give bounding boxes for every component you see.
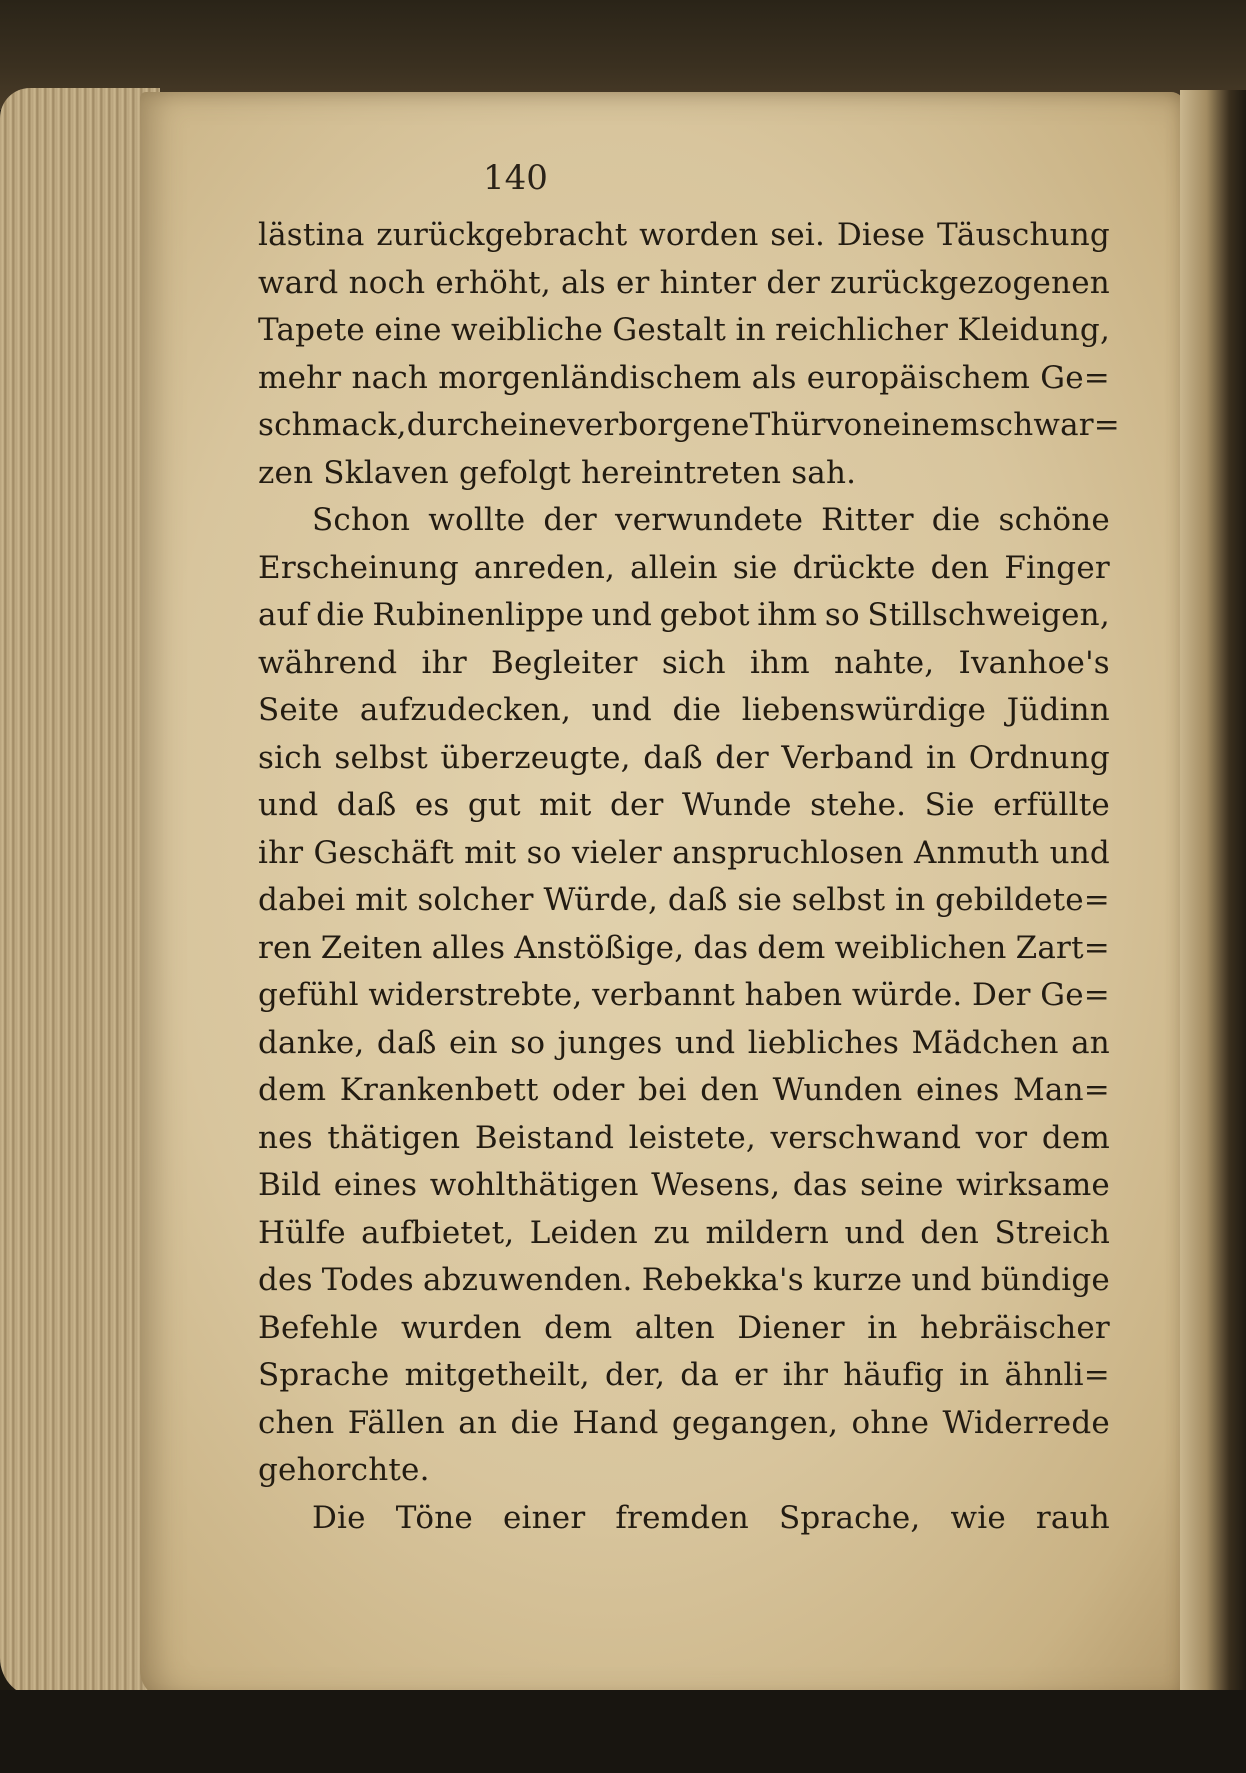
word: haben	[744, 977, 843, 1013]
word: ihr	[782, 1357, 829, 1393]
word: rauh	[1035, 1499, 1110, 1536]
word: nahte,	[834, 644, 935, 681]
word: daß	[336, 787, 397, 823]
word: gegangen,	[671, 1404, 839, 1441]
word: Begleiter	[491, 644, 638, 681]
word: europäischem	[806, 359, 1031, 396]
word: Seite	[258, 692, 340, 728]
word: Tapete	[258, 312, 365, 348]
word: mehr	[258, 359, 342, 396]
word: ihm	[749, 644, 810, 681]
word: der	[609, 787, 664, 823]
word: mit	[355, 882, 408, 918]
text-line	[258, 640, 1110, 688]
word: verwundete	[614, 502, 804, 538]
word: an	[1071, 1024, 1110, 1061]
word: Kleidung,	[957, 312, 1110, 348]
word: nach	[351, 359, 429, 396]
word: alles	[431, 929, 506, 966]
word: an	[458, 1404, 498, 1441]
word: mit	[464, 834, 517, 871]
word: eine	[499, 407, 568, 443]
word: eines	[915, 1072, 1000, 1108]
word: leistete,	[628, 1119, 756, 1156]
word: abzuwenden.	[422, 1262, 633, 1298]
word: reichlicher	[775, 312, 949, 348]
word: in	[959, 1357, 990, 1393]
word: Hand	[572, 1404, 659, 1441]
word: überzeugte,	[440, 739, 631, 776]
text-line	[258, 877, 1110, 925]
word: drückte	[792, 549, 916, 586]
word: ohne	[851, 1404, 930, 1441]
word: mildern	[705, 1214, 830, 1251]
text-line	[258, 687, 1110, 735]
word: Der	[972, 977, 1031, 1013]
word: Stillschweigen,	[867, 597, 1110, 633]
word: danke,	[258, 1024, 365, 1061]
text-line	[258, 545, 1110, 593]
word: Anmuth	[914, 834, 1040, 871]
word: Diese	[836, 217, 926, 253]
word: selbst	[791, 882, 886, 918]
word: in	[926, 739, 957, 776]
word: sei.	[770, 217, 826, 253]
word: Diener	[737, 1309, 845, 1346]
word: schöne	[998, 502, 1110, 538]
text-line	[258, 1495, 1110, 1543]
word: so	[510, 1024, 546, 1061]
word: Ge=	[1040, 977, 1110, 1013]
word: vor	[975, 1119, 1028, 1156]
word: Rebekka's	[641, 1262, 804, 1298]
word: Ivanhoe's	[958, 644, 1110, 681]
word: Befehle	[258, 1309, 379, 1346]
word: schmack,	[258, 407, 407, 443]
word: dem	[544, 1309, 613, 1346]
word: chen	[258, 1404, 335, 1441]
word: mit	[539, 787, 592, 823]
word: zurückgezogenen	[830, 264, 1110, 301]
word: und	[844, 1214, 905, 1251]
word: hebräischer	[919, 1309, 1110, 1346]
word: während	[258, 644, 398, 681]
word: Gestalt	[612, 312, 727, 348]
word: den	[920, 1214, 980, 1251]
text-line	[258, 402, 1120, 450]
word: Mädchen	[911, 1024, 1059, 1061]
word: wohlthätigen	[429, 1167, 639, 1203]
word: lästina	[258, 217, 365, 253]
word: Ritter	[821, 502, 914, 538]
word: dem	[1041, 1119, 1110, 1156]
text-line	[258, 307, 1110, 355]
word: ihr	[258, 834, 304, 871]
word: Ge=	[1040, 359, 1110, 396]
word: daß	[376, 1024, 437, 1061]
word: in	[735, 312, 766, 348]
word: widerstrebte,	[368, 977, 583, 1013]
word: erfüllte	[993, 787, 1110, 823]
word: Fällen	[347, 1404, 445, 1441]
word: Thür	[749, 407, 826, 443]
word: ren	[258, 929, 312, 966]
word: Rubinenlippe	[372, 597, 585, 633]
word: er	[734, 1357, 768, 1393]
word: auf	[258, 597, 309, 633]
text-line	[258, 260, 1110, 308]
word: allein	[630, 549, 718, 586]
text-line	[258, 1020, 1110, 1068]
word: schwar=	[979, 407, 1120, 443]
word: Zeiten	[320, 929, 423, 966]
text-line	[258, 1257, 1110, 1305]
word: so	[824, 597, 860, 633]
word: das	[693, 929, 749, 966]
word: ihm	[757, 597, 818, 633]
word: verbannt	[592, 977, 736, 1013]
word: eine	[374, 312, 442, 348]
word: solcher	[417, 882, 534, 918]
word: Geschäft	[313, 834, 454, 871]
word: wie	[950, 1499, 1006, 1536]
text-line	[258, 1400, 1110, 1448]
word: liebliches	[747, 1024, 900, 1061]
text-line	[258, 1210, 1110, 1258]
word: wirksame	[956, 1167, 1110, 1203]
word: dabei	[258, 882, 346, 918]
word: liebenswürdige	[741, 692, 987, 728]
word: mitgetheilt,	[404, 1357, 590, 1393]
text-line	[258, 782, 1110, 830]
word: worden	[639, 217, 759, 253]
word: gut	[467, 787, 521, 823]
text-line	[258, 355, 1110, 403]
word: dem	[757, 929, 826, 966]
word: Hülfe	[258, 1214, 346, 1251]
word: Sprache	[258, 1357, 390, 1393]
word: gebildete=	[935, 882, 1110, 918]
word: die	[672, 692, 722, 728]
word: Finger	[1004, 549, 1110, 586]
word: noch	[348, 264, 426, 301]
word: da	[680, 1357, 720, 1393]
word: oder	[552, 1072, 625, 1108]
word: sich	[661, 644, 726, 681]
word: das	[792, 1167, 848, 1203]
text-line	[258, 735, 1110, 783]
word: und	[591, 692, 652, 728]
word: anreden,	[473, 549, 616, 586]
word: durch	[406, 407, 500, 443]
page-number: 140	[483, 158, 548, 198]
word: Beistand	[474, 1119, 615, 1156]
word: Jüdinn	[1006, 692, 1110, 728]
word: nes	[258, 1119, 313, 1156]
word: erhöht,	[435, 264, 551, 301]
word: den	[930, 549, 990, 586]
word: von	[825, 407, 883, 443]
word: Erscheinung	[258, 549, 459, 586]
word: aufbietet,	[361, 1214, 515, 1251]
word: wollte	[428, 502, 526, 538]
word: als	[560, 264, 606, 301]
word: Krankenbett	[339, 1072, 539, 1108]
book-spine-right	[1180, 90, 1246, 1690]
word: dem	[258, 1072, 327, 1108]
word: anspruchlosen	[672, 834, 904, 871]
word: bündige	[980, 1262, 1110, 1298]
text-line	[258, 925, 1110, 973]
word: ward	[258, 264, 339, 301]
word: ein	[448, 1024, 498, 1061]
word: in	[867, 1309, 898, 1346]
word: so	[526, 834, 562, 871]
word: er	[615, 264, 650, 301]
word: Leiden	[529, 1214, 638, 1251]
word: morgenländischem	[438, 359, 742, 396]
word: Wunde	[681, 787, 792, 823]
word: ihr	[421, 644, 467, 681]
word: Schon	[312, 502, 411, 538]
word: fremden	[615, 1499, 749, 1536]
text-line	[258, 592, 1110, 640]
word: daß	[667, 882, 728, 918]
word: häufig	[843, 1357, 945, 1393]
word: Wunden	[772, 1072, 903, 1108]
word: Todes	[321, 1262, 414, 1298]
word: alten	[634, 1309, 715, 1346]
word: vieler	[571, 834, 662, 871]
word: und	[591, 597, 653, 633]
word: verschwand	[770, 1119, 962, 1156]
word: der	[715, 739, 769, 776]
word: verborgene	[567, 407, 750, 443]
word: hinter	[659, 264, 757, 301]
text-line: gehorchte.	[258, 1452, 430, 1488]
word: sich	[258, 739, 322, 776]
word: Die	[312, 1499, 366, 1536]
word: bei	[638, 1072, 687, 1108]
word: Widerrede	[942, 1404, 1110, 1441]
word: als	[751, 359, 797, 396]
word: weibliche	[451, 312, 603, 348]
word: gefühl	[258, 977, 359, 1013]
word: zu	[653, 1214, 691, 1251]
word: daß	[643, 739, 703, 776]
word: gebot	[659, 597, 750, 633]
word: Wesens,	[651, 1167, 781, 1203]
word: die	[316, 597, 365, 633]
word: Sie	[924, 787, 975, 823]
word: würde.	[851, 977, 963, 1013]
word: weiblichen	[834, 929, 1007, 966]
word: die	[510, 1404, 560, 1441]
text-line: zen Sklaven gefolgt hereintreten sah.	[258, 454, 857, 491]
text-line	[258, 1115, 1110, 1163]
word: Sprache,	[778, 1499, 921, 1536]
word: selbst	[334, 739, 428, 776]
word: thätigen	[327, 1119, 461, 1156]
text-line	[258, 972, 1110, 1020]
text-line	[258, 830, 1110, 878]
word: zurückgebracht	[376, 217, 628, 253]
word: kurze	[812, 1262, 903, 1298]
word: Verband	[781, 739, 914, 776]
text-line	[258, 1305, 1110, 1353]
word: der	[543, 502, 597, 538]
word: aufzudecken,	[359, 692, 571, 728]
word: eines	[333, 1167, 418, 1203]
word: Zart=	[1015, 929, 1110, 966]
word: seine	[860, 1167, 944, 1203]
word: sie	[732, 549, 778, 586]
word: den	[700, 1072, 760, 1108]
word: des	[258, 1262, 313, 1298]
word: ähnli=	[1004, 1357, 1110, 1393]
text-line	[258, 212, 1110, 260]
word: Bild	[258, 1167, 322, 1203]
word: der,	[604, 1357, 666, 1393]
page-edges-left	[0, 88, 160, 1698]
text-line	[258, 1352, 1110, 1400]
word: und	[911, 1262, 972, 1298]
text-line	[258, 1067, 1110, 1115]
word: Würde,	[543, 882, 659, 918]
word: der	[766, 264, 820, 301]
word: Anstößige,	[514, 929, 685, 966]
word: die	[931, 502, 981, 538]
word: stehe.	[810, 787, 907, 823]
word: Ordnung	[968, 739, 1110, 776]
body-text	[258, 212, 1120, 1542]
text-line	[258, 497, 1110, 545]
word: es	[414, 787, 450, 823]
word: sie	[737, 882, 783, 918]
word: Man=	[1012, 1072, 1110, 1108]
background-bottom	[0, 1690, 1246, 1773]
word: und	[674, 1024, 736, 1061]
text-line	[258, 1162, 1110, 1210]
word: Täuschung	[936, 217, 1110, 253]
word: einer	[502, 1499, 586, 1536]
word: junges	[557, 1024, 663, 1061]
word: in	[895, 882, 926, 918]
word: wurden	[401, 1309, 522, 1346]
word: und	[258, 787, 319, 823]
word: und	[1049, 834, 1110, 871]
word: Streich	[994, 1214, 1110, 1251]
word: einem	[882, 407, 980, 443]
word: Töne	[395, 1499, 473, 1536]
